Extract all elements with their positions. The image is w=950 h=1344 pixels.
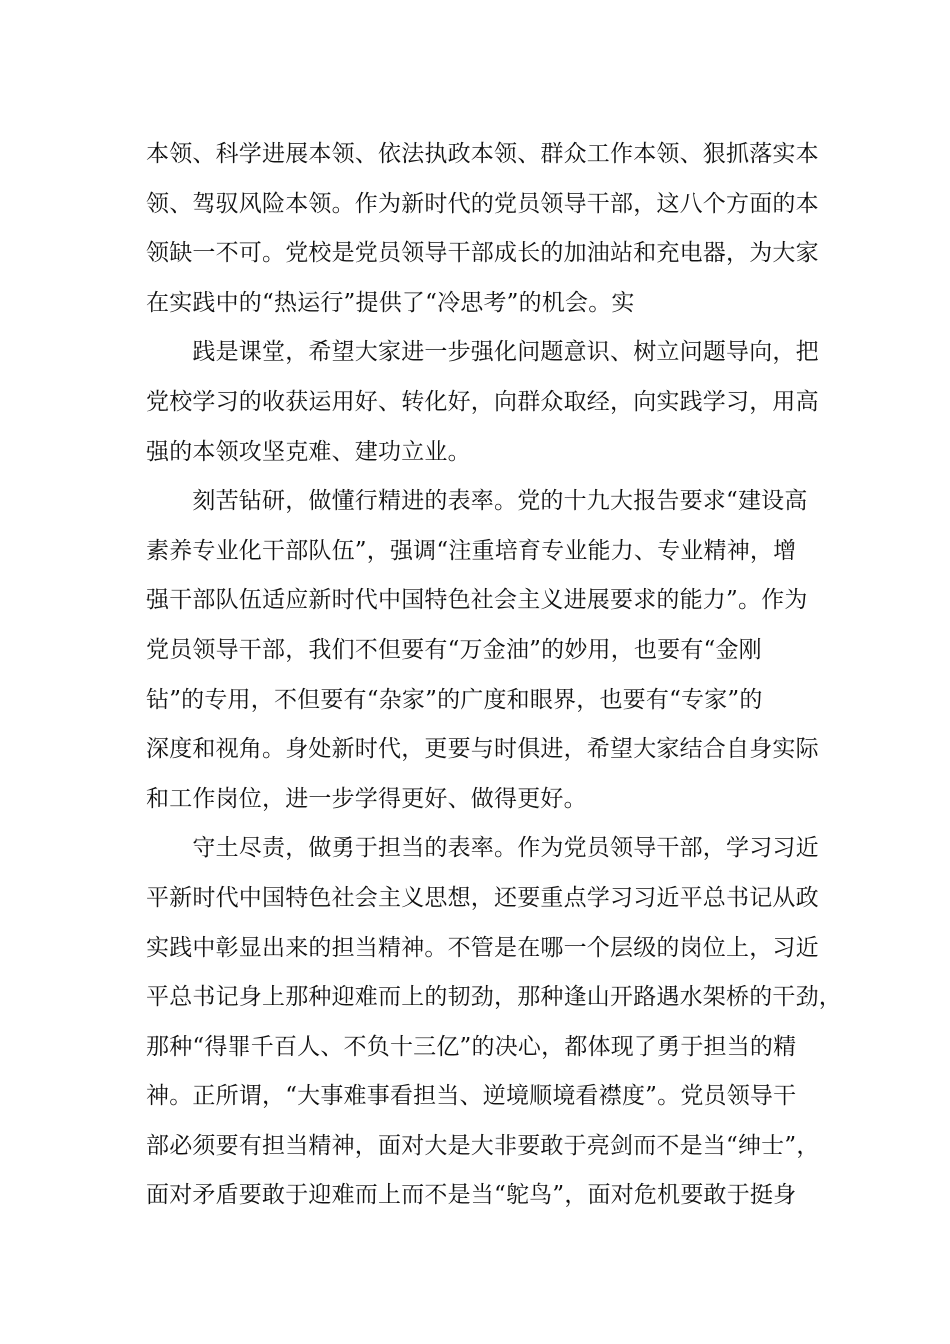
- text-line: 平总书记身上那种迎难而上的韧劲，那种逢山开路遇水架桥的干劲，: [146, 984, 842, 1011]
- text-line: 党员领导干部，我们不但要有“万金油”的妙用，也要有“金刚: [146, 636, 762, 663]
- text-line: 实践中彰显出来的担当精神。不管是在哪一个层级的岗位上，习近: [146, 934, 819, 961]
- paragraph-3: [146, 477, 826, 824]
- paragraph-4: [146, 824, 842, 1221]
- text-line: 刻苦钻研，做懂行精进的表率。党的十九大报告要求“建设高: [146, 488, 808, 515]
- text-line: 钻”的专用，不但要有“杂家”的广度和眼界，也要有“专家”的: [146, 686, 763, 713]
- text-line: 领、驾驭风险本领。作为新时代的党员领导干部，这八个方面的本: [146, 190, 819, 217]
- text-line: 强干部队伍适应新时代中国特色社会主义进展要求的能力”。作为: [146, 587, 808, 614]
- text-line: 在实践中的“热运行”提供了“冷思考”的机会。实: [146, 289, 635, 316]
- text-line: 部必须要有担当精神，面对大是大非要敢于亮剑而不是当“绅士”，: [146, 1132, 820, 1159]
- text-line: 本领、科学进展本领、依法执政本领、群众工作本领、狠抓落实本: [146, 141, 819, 167]
- text-line: 面对矛盾要敢于迎难而上而不是当“鸵鸟”，面对危机要敢于挺身: [146, 1182, 797, 1209]
- text-line: 平新时代中国特色社会主义思想，还要重点学习习近平总书记从政: [146, 884, 819, 911]
- text-line: 和工作岗位，进一步学得更好、做得更好。: [146, 785, 587, 812]
- text-line: 践是课堂，希望大家进一步强化问题意识、树立问题导向，把: [146, 339, 819, 366]
- paragraph-2: [146, 328, 826, 477]
- text-line: 素养专业化干部队伍”，强调“注重培育专业能力、专业精神，增: [146, 537, 797, 564]
- text-line: 那种“得罪千百人、不负十三亿”的决心，都体现了勇于担当的精: [146, 1033, 797, 1060]
- text-line: 神。正所谓，“大事难事看担当、逆境顺境看襟度”。党员领导干: [146, 1083, 797, 1110]
- text-line: 党校学习的收获运用好、转化好，向群众取经，向实践学习，用高: [146, 388, 819, 415]
- text-line: 强的本领攻坚克难、建功立业。: [146, 438, 471, 465]
- text-line: 领缺一不可。党校是党员领导干部成长的加油站和充电器，为大家: [146, 240, 819, 267]
- text-line: 深度和视角。身处新时代，更要与时俱进，希望大家结合自身实际: [146, 736, 819, 763]
- paragraph-1: [146, 130, 826, 328]
- text-line: 守土尽责，做勇于担当的表率。作为党员领导干部，学习习近: [146, 835, 819, 862]
- body-text: [146, 130, 842, 1221]
